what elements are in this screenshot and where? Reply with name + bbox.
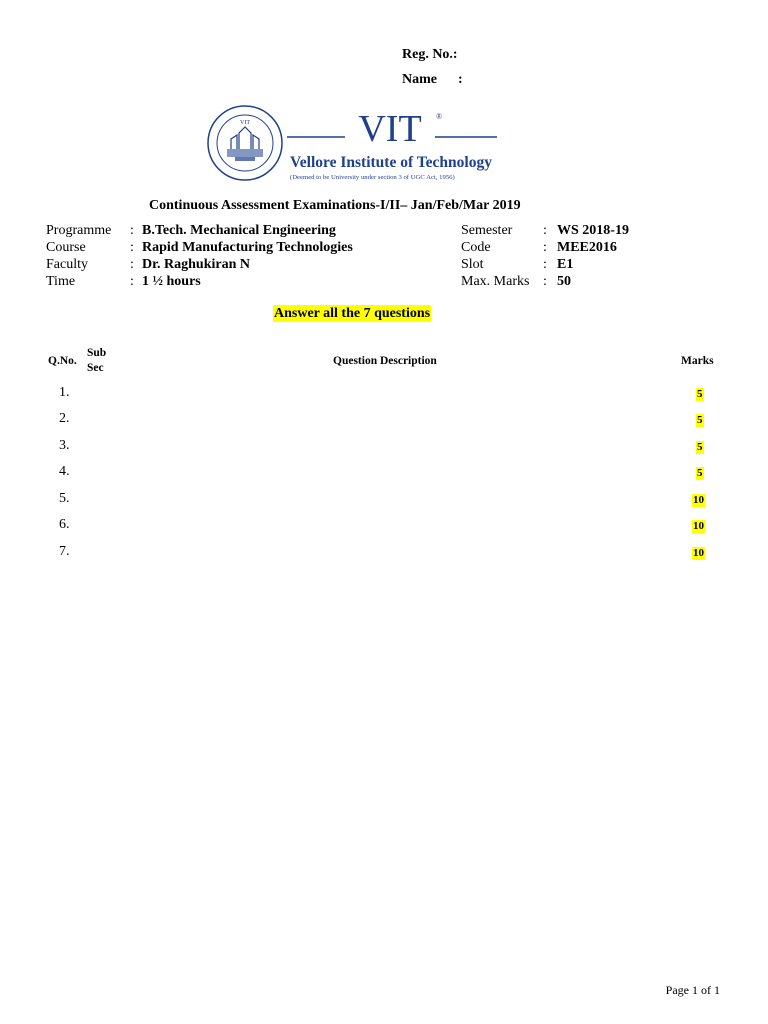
info-label-course: Course xyxy=(46,240,86,255)
question-number: 2. xyxy=(59,411,70,426)
question-marks: 5 xyxy=(697,388,703,400)
info-label-programme: Programme xyxy=(46,223,112,238)
question-number: 1. xyxy=(59,385,70,400)
info-value-code: MEE2016 xyxy=(557,240,617,255)
info-value-max-marks: 50 xyxy=(557,274,571,289)
info-value-programme: B.Tech. Mechanical Engineering xyxy=(142,223,336,238)
info-colon: : xyxy=(130,240,134,255)
header-sec: Sec xyxy=(87,362,104,374)
registered-mark: ® xyxy=(436,112,443,121)
info-colon: : xyxy=(543,240,547,255)
info-label-semester: Semester xyxy=(461,223,513,238)
question-marks: 10 xyxy=(693,494,704,506)
header-question-description: Question Description xyxy=(333,355,437,367)
logo-tagline-text: (Deemed to be University under section 3 of UGC Act, 1956) xyxy=(290,174,455,181)
info-value-time: 1 ½ hours xyxy=(142,274,201,289)
info-colon: : xyxy=(543,257,547,272)
question-number: 7. xyxy=(59,544,70,559)
name-colon: : xyxy=(458,72,463,87)
info-colon: : xyxy=(543,223,547,238)
logo-brand-text: VIT xyxy=(358,108,422,150)
info-label-slot: Slot xyxy=(461,257,484,272)
vit-logo xyxy=(205,97,505,189)
question-marks: 10 xyxy=(693,520,704,532)
reg-no-label: Reg. No.: xyxy=(402,47,458,62)
logo-institution-text: Vellore Institute of Technology xyxy=(290,154,492,171)
info-label-time: Time xyxy=(46,274,76,289)
info-colon: : xyxy=(130,223,134,238)
header-sub: Sub xyxy=(87,347,107,359)
info-colon: : xyxy=(130,257,134,272)
info-label-max-marks: Max. Marks xyxy=(461,274,530,289)
info-colon: : xyxy=(130,274,134,289)
question-number: 4. xyxy=(59,464,70,479)
question-marks: 5 xyxy=(697,467,703,479)
question-marks: 5 xyxy=(697,441,703,453)
header-qno: Q.No. xyxy=(48,355,77,367)
question-marks: 5 xyxy=(697,414,703,426)
question-number: 3. xyxy=(59,438,70,453)
info-colon: : xyxy=(543,274,547,289)
question-marks: 10 xyxy=(693,547,704,559)
question-number: 5. xyxy=(59,491,70,506)
info-label-code: Code xyxy=(461,240,491,255)
info-label-faculty: Faculty xyxy=(46,257,88,272)
info-value-faculty: Dr. Raghukiran N xyxy=(142,257,251,272)
name-label: Name xyxy=(402,72,437,87)
header-marks: Marks xyxy=(681,355,714,367)
question-number: 6. xyxy=(59,517,70,532)
exam-title-text: Continuous Assessment Examinations-I/II– Jan/Feb/Mar 2019 xyxy=(149,198,521,213)
answer-instruction: Answer all the 7 questions xyxy=(274,306,431,321)
info-value-course: Rapid Manufacturing Technologies xyxy=(142,240,353,255)
vit-seal-icon xyxy=(205,97,505,189)
info-value-slot: E1 xyxy=(557,257,574,272)
seal-inner-text: VIT xyxy=(240,120,250,126)
info-value-semester: WS 2018-19 xyxy=(557,223,629,238)
page-number: Page 1 of 1 xyxy=(665,983,720,997)
